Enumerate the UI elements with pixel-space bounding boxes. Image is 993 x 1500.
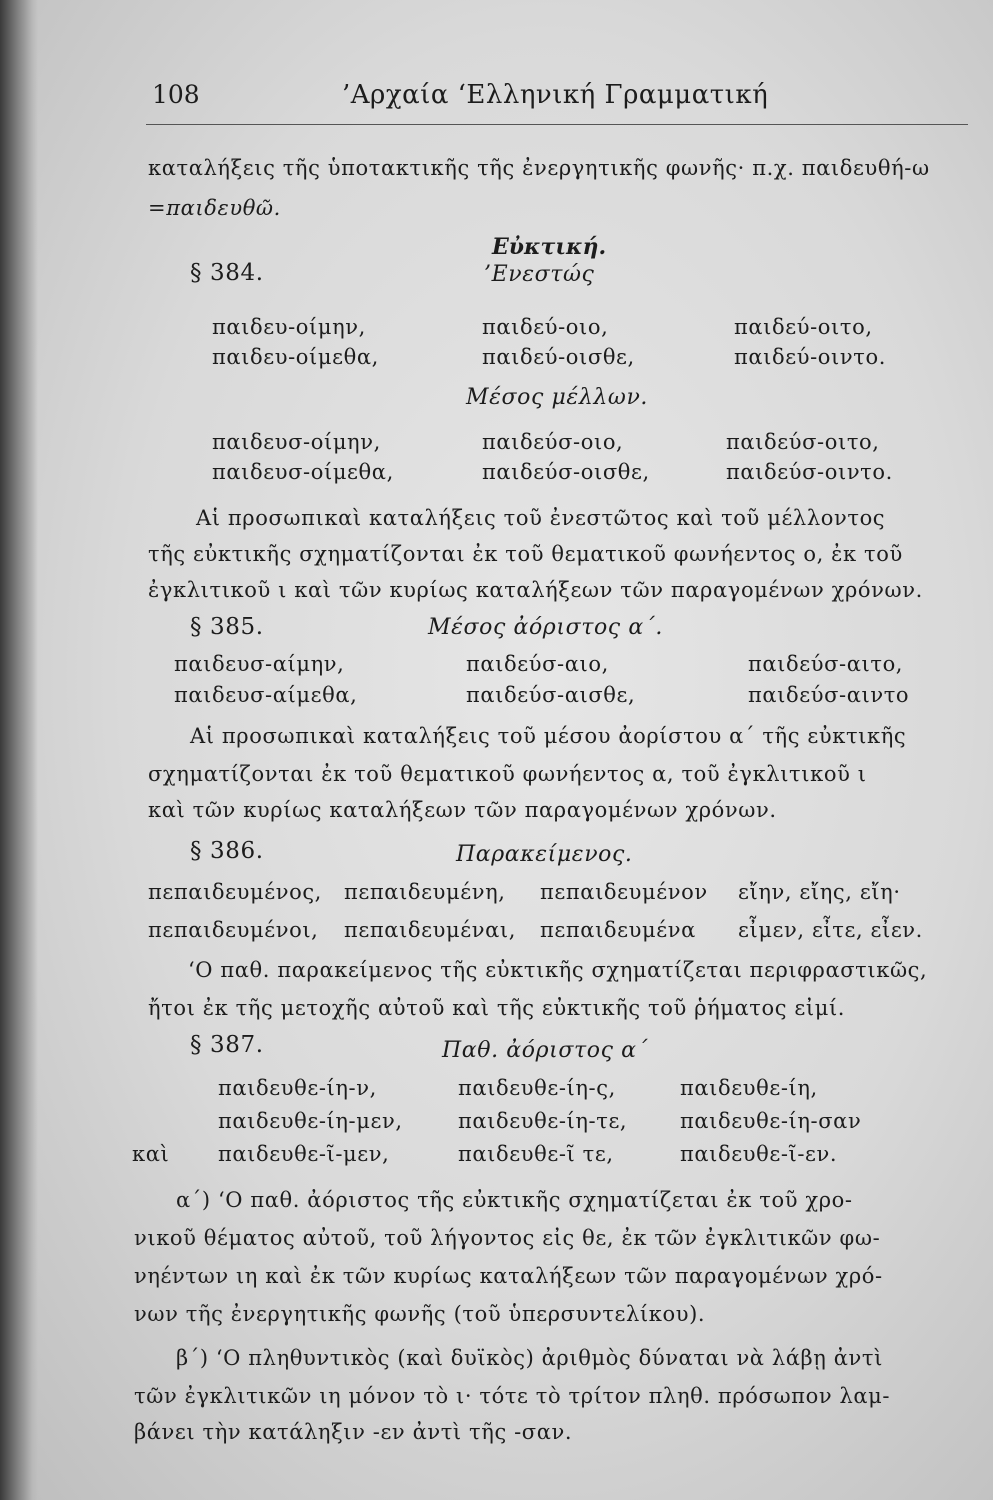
form-384-f1c2: παιδεύσ-οιο,: [482, 430, 624, 454]
form-385-r2c1: παιδευσ-αίμεθα,: [174, 683, 358, 707]
section-number-385: § 385.: [190, 614, 264, 640]
form-387-r3c3: παιδευθε-ῖ-εν.: [680, 1142, 838, 1166]
form-386-r2c4: εἶμεν, εἶτε, εἶεν.: [738, 918, 923, 942]
form-384-f1c1: παιδευσ-οίμην,: [212, 430, 381, 454]
note-385-line-1: Αἱ προσωπικαὶ καταλήξεις τοῦ μέσου ἀορίστου α΄ τῆς εὐκτικῆς: [190, 724, 907, 748]
form-387-r1c1: παιδευθε-ίη-ν,: [218, 1076, 377, 1100]
form-385-r1c1: παιδευσ-αίμην,: [174, 652, 345, 676]
section-number-386: § 386.: [190, 838, 264, 864]
note-384-line-1: Αἱ προσωπικαὶ καταλήξεις τοῦ ἐνεστῶτος καὶ τοῦ μέλλοντος: [196, 506, 886, 530]
form-386-r1c4: εἴην, εἴης, εἴη·: [738, 880, 901, 904]
form-384-r1c2: παιδεύ-οιο,: [482, 315, 609, 339]
form-385-r2c2: παιδεύσ-αισθε,: [466, 683, 636, 707]
form-384-f1c3: παιδεύσ-οιτο,: [726, 430, 880, 454]
note-387b-line-1: β΄) ‘Ο πληθυντικὸς (καὶ δυϊκὸς) ἀριθμὸς δύναται νὰ λάβῃ ἀντὶ: [176, 1346, 883, 1370]
note-385-line-3: καὶ τῶν κυρίως καταλήξεων τῶν παραγομένων χρόνων.: [148, 798, 777, 822]
form-387-r1c2: παιδευθε-ίη-ς,: [458, 1076, 616, 1100]
section-number-384: § 384.: [190, 260, 264, 286]
conjunction-kai: καὶ: [132, 1142, 170, 1166]
intro-line-2: =παιδευθῶ.: [148, 196, 281, 220]
section-number-387: § 387.: [190, 1032, 264, 1058]
section-heading-optative: Εὐκτική.: [492, 234, 607, 260]
form-387-r1c3: παιδευθε-ίη,: [680, 1076, 818, 1100]
form-387-r3c1: παιδευθε-ῖ-μεν,: [218, 1142, 390, 1166]
form-384-f2c2: παιδεύσ-οισθε,: [482, 460, 650, 484]
note-387a-line-2: νικοῦ θέματος αὐτοῦ, τοῦ λήγοντος εἰς θε, ἐκ τῶν ἐγκλιτικῶν φω-: [134, 1226, 881, 1250]
form-384-r2c2: παιδεύ-οισθε,: [482, 345, 635, 369]
form-384-r1c1: παιδευ-οίμην,: [212, 315, 366, 339]
header-rule: [146, 124, 968, 125]
form-384-f2c3: παιδεύσ-οιντο.: [726, 460, 893, 484]
subheading-present: ’Ενεστώς: [484, 262, 595, 287]
form-387-r2c3: παιδευθε-ίη-σαν: [680, 1109, 862, 1133]
form-384-f2c1: παιδευσ-οίμεθα,: [212, 460, 394, 484]
form-386-r2c1: πεπαιδευμένοι,: [148, 918, 319, 942]
form-384-r2c3: παιδεύ-οιντο.: [734, 345, 886, 369]
form-385-r1c2: παιδεύσ-αιο,: [466, 652, 609, 676]
subheading-perfect: Παρακείμενος.: [456, 842, 633, 867]
note-385-line-2: σχηματίζονται ἐκ τοῦ θεματικοῦ φωνήεντος α, τοῦ ἐγκλιτικοῦ ι: [148, 762, 867, 786]
running-title: ’Αρχαία ‘Ελληνική Γραμματική: [342, 80, 769, 110]
note-386-line-2: ἤτοι ἐκ τῆς μετοχῆς αὐτοῦ καὶ τῆς εὐκτικῆς τοῦ ῥήματος εἰμί.: [148, 996, 846, 1020]
note-387b-line-2: τῶν ἐγκλιτικῶν ιη μόνον τὸ ι· τότε τὸ τρίτον πληθ. πρόσωπον λαμ-: [134, 1384, 891, 1408]
form-386-r2c3: πεπαιδευμένα: [540, 918, 696, 942]
form-387-r3c2: παιδευθε-ῖ τε,: [458, 1142, 614, 1166]
note-386-line-1: ‘Ο παθ. παρακείμενος τῆς εὐκτικῆς σχηματίζεται περιφραστικῶς,: [188, 958, 928, 982]
form-384-r2c1: παιδευ-οίμεθα,: [212, 345, 379, 369]
subheading-future-middle: Μέσος μέλλων.: [466, 385, 649, 410]
note-387a-line-1: α΄) ‘Ο παθ. ἀόριστος τῆς εὐκτικῆς σχηματίζεται ἐκ τοῦ χρο-: [176, 1188, 853, 1212]
intro-line-1: καταλήξεις τῆς ὑποτακτικῆς τῆς ἐνεργητικῆς φωνῆς· π.χ. παιδευθή-ω: [148, 156, 930, 180]
note-384-line-3: ἐγκλιτικοῦ ι καὶ τῶν κυρίως καταλήξεων τῶν παραγομένων χρόνων.: [148, 578, 923, 602]
form-387-r2c1: παιδευθε-ίη-μεν,: [218, 1109, 403, 1133]
form-387-r2c2: παιδευθε-ίη-τε,: [458, 1109, 628, 1133]
form-385-r1c3: παιδεύσ-αιτο,: [748, 652, 904, 676]
form-385-r2c3: παιδεύσ-αιντο: [748, 683, 910, 707]
book-binding-shadow: [0, 0, 38, 1500]
subheading-aorist-a: Μέσος ἀόριστος α΄.: [428, 615, 663, 640]
subheading-passive-aorist: Παθ. ἀόριστος α΄: [442, 1038, 649, 1063]
form-386-r1c2: πεπαιδευμένη,: [344, 880, 506, 904]
note-387a-line-4: νων τῆς ἐνεργητικῆς φωνῆς (τοῦ ὑπερσυντελίκου).: [134, 1302, 706, 1326]
note-384-line-2: τῆς εὐκτικῆς σχηματίζονται ἐκ τοῦ θεματικοῦ φωνήεντος ο, ἐκ τοῦ: [148, 542, 903, 566]
note-387a-line-3: νηέντων ιη καὶ ἐκ τῶν κυρίως καταλήξεων τῶν παραγομένων χρό-: [134, 1264, 883, 1288]
note-387b-line-3: βάνει τὴν κατάληξιν -εν ἀντὶ τῆς -σαν.: [134, 1420, 573, 1444]
form-386-r1c3: πεπαιδευμένον: [540, 880, 708, 904]
form-386-r2c2: πεπαιδευμέναι,: [344, 918, 516, 942]
page-number: 108: [152, 80, 200, 109]
form-384-r1c3: παιδεύ-οιτο,: [734, 315, 873, 339]
form-386-r1c1: πεπαιδευμένος,: [148, 880, 322, 904]
